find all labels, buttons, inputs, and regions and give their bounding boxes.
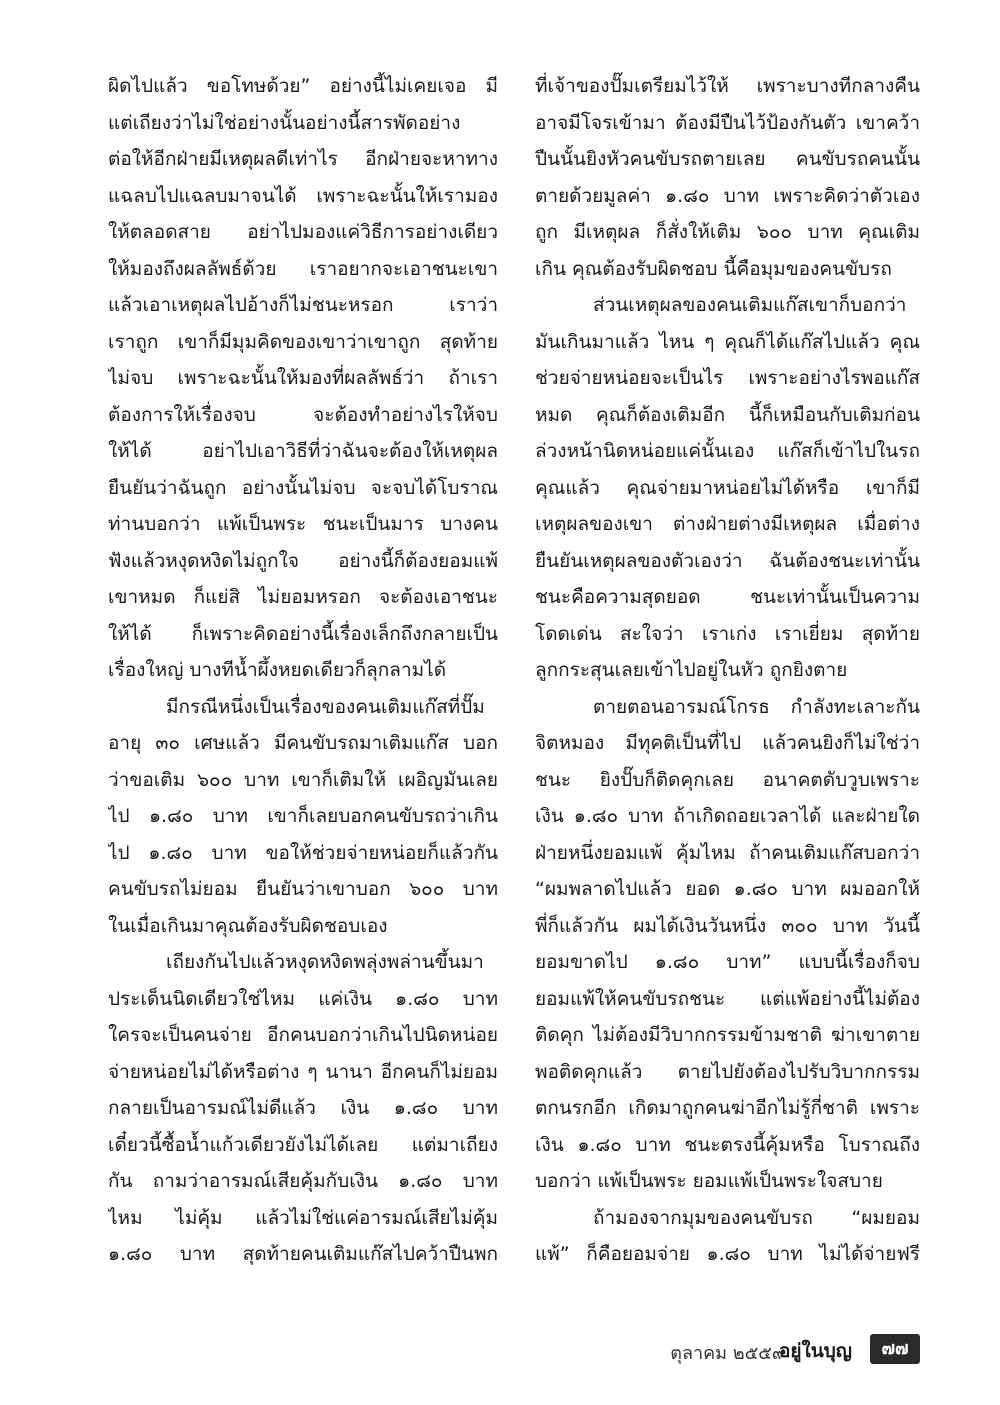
text-line: ชนะ ยิงปั๊บก็ติดคุกเลย อนาคตดับวูบเพราะ — [535, 768, 920, 791]
text-line: ยอมขาดไป ๑.๘๐ บาท” แบบนี้เรื่องก็จบ — [535, 951, 920, 973]
text-line: ต่อให้อีกฝ่ายมีเหตุผลดีเท่าไร อีกฝ่ายจะหาทาง — [108, 148, 498, 170]
text-line: ที่เจ้าของปั๊มเตรียมไว้ให้ เพราะบางทีกลางคืน — [535, 75, 920, 97]
text-line: ตายตอนอารมณ์โกรธ กำลังทะเลาะกัน — [593, 695, 920, 718]
text-line: ให้ได้ อย่าไปเอาวิธีที่ว่าฉันจะต้องให้เหตุผล — [108, 440, 498, 462]
text-line: เดี๋ยวนี้ซื้อน้ำแก้วเดียวยังไม่ได้เลย แต่มาเถียง — [108, 1133, 498, 1156]
text-line: บอกว่า แพ้เป็นพระ ยอมแพ้เป็นพระใจสบาย — [535, 1170, 883, 1192]
text-line: เหตุผลของเขา ต่างฝ่ายต่างมีเหตุผล เมื่อต่าง — [535, 513, 920, 535]
text-line: ให้ตลอดสาย อย่าไปมองแค่วิธีการอย่างเดียว — [108, 221, 498, 243]
text-line: โดดเด่น สะใจว่า เราเก่ง เราเยี่ยม สุดท้าย — [535, 622, 920, 645]
text-line: กัน ถามว่าอารมณ์เสียคุ้มกับเงิน ๑.๘๐ บาท — [108, 1170, 498, 1192]
text-line: ฟังแล้วหงุดหงิดไม่ถูกใจ อย่างนี้ก็ต้องยอมแพ้ — [108, 549, 498, 572]
text-line: มีกรณีหนึ่งเป็นเรื่องของคนเติมแก๊สที่ปั๊ม — [166, 695, 485, 718]
text-line: ลูกกระสุนเลยเข้าไปอยู่ในหัว ถูกยิงตาย — [535, 659, 848, 681]
text-line: ๑.๘๐ บาท สุดท้ายคนเติมแก๊สไปคว้าปืนพก — [108, 1243, 498, 1265]
text-line: อาจมีโจรเข้ามา ต้องมีปืนไว้ป้องกันตัว เขาคว้า — [535, 111, 920, 134]
text-line: ผิดไปแล้ว ขอโทษด้วย” อย่างนี้ไม่เคยเจอ มี — [108, 75, 498, 97]
page-number: ๗๗ — [870, 1334, 920, 1364]
magazine-title: อยู่ในบุญ — [778, 1340, 852, 1362]
issue-date: ตุลาคม ๒๕๕๙ — [670, 1343, 785, 1364]
text-line: แพ้” ก็คือยอมจ่าย ๑.๘๐ บาท ไม่ได้จ่ายฟรี — [535, 1243, 920, 1265]
text-line: ต้องการให้เรื่องจบ จะต้องทำอย่างไรให้จบ — [108, 403, 498, 426]
text-line: จ่ายหน่อยไม่ได้หรือต่าง ๆ นานา อีกคนก็ไม่ยอม — [108, 1060, 498, 1083]
text-line: ในเมื่อเกินมาคุณต้องรับผิดชอบเอง — [108, 914, 388, 937]
text-line: ส่วนเหตุผลของคนเติมแก๊สเขาก็บอกว่า — [593, 294, 907, 316]
text-line: ช่วยจ่ายหน่อยจะเป็นไร เพราะอย่างไรพอแก๊ส — [535, 367, 920, 389]
text-line: แล้วเอาเหตุผลไปอ้างก็ไม่ชนะหรอก เราว่า — [108, 294, 498, 316]
text-line: จิตหมอง มีทุคติเป็นที่ไป แล้วคนยิงก็ไม่ใช่ว่า — [535, 732, 920, 754]
text-line: เราถูก เขาก็มีมุมคิดของเขาว่าเขาถูก สุดท้าย — [108, 330, 498, 353]
text-line: หมด คุณก็ต้องเติมอีก นี้ก็เหมือนกับเติมก่อน — [535, 403, 920, 426]
text-line: ยอมแพ้ให้คนขับรถชนะ แต่แพ้อย่างนี้ไม่ต้อง — [535, 987, 920, 1010]
text-line: ปืนนั้นยิงหัวคนขับรถตายเลย คนขับรถคนนั้น — [535, 148, 920, 170]
text-line: ไหม ไม่คุ้ม แล้วไม่ใช่แค่อารมณ์เสียไม่คุ้ม — [108, 1206, 498, 1229]
text-line: เถียงกันไปแล้วหงุดหงิดพลุ่งพล่านขึ้นมา — [166, 951, 484, 973]
text-line: แฉลบไปแฉลบมาจนได้ เพราะฉะนั้นให้เรามอง — [108, 184, 498, 207]
text-line: คนขับรถไม่ยอม ยืนยันว่าเขาบอก ๖๐๐ บาท — [108, 878, 498, 900]
text-line: ให้มองถึงผลลัพธ์ด้วย เราอยากจะเอาชนะเขา — [108, 257, 498, 280]
text-line: ประเด็นนิดเดียวใช่ไหม แค่เงิน ๑.๘๐ บาท — [108, 987, 498, 1010]
text-line: ว่าขอเติม ๖๐๐ บาท เขาก็เติมให้ เผอิญมันเลย — [108, 768, 498, 791]
text-line: ล่วงหน้านิดหน่อยแค่นั้นเอง แก๊สก็เข้าไปในรถ — [535, 440, 920, 462]
text-line: ตายด้วยมูลค่า ๑.๘๐ บาท เพราะคิดว่าตัวเอง — [535, 184, 920, 207]
text-line: ชนะคือความสุดยอด ชนะเท่านั้นเป็นความ — [535, 586, 920, 608]
page-footer — [0, 1330, 920, 1370]
right-column — [535, 68, 920, 1273]
text-line: “ผมพลาดไปแล้ว ยอด ๑.๘๐ บาท ผมออกให้ — [535, 878, 920, 900]
text-line: เงิน ๑.๘๐ บาท ชนะตรงนี้คุ้มหรือ โบราณถึง — [535, 1133, 920, 1156]
text-line: แต่เถียงว่าไม่ใช่อย่างนั้นอย่างนี้สารพัดอย่าง — [108, 111, 461, 134]
text-line: ยืนยันว่าฉันถูก อย่างนั้นไม่จบ จะจบได้โบราณ — [108, 476, 498, 499]
text-line: เรื่องใหญ่ บางทีน้ำผึ้งหยดเดียวก็ลุกลามได้ — [108, 659, 447, 681]
text-line: กลายเป็นอารมณ์ไม่ดีแล้ว เงิน ๑.๘๐ บาท — [108, 1097, 498, 1119]
text-line: ถ้ามองจากมุมของคนขับรถ “ผมยอม — [593, 1206, 920, 1229]
text-line: อายุ ๓๐ เศษแล้ว มีคนขับรถมาเติมแก๊ส บอก — [108, 732, 498, 754]
text-line: เขาหมด ก็แย่สิ ไม่ยอมหรอก จะต้องเอาชนะ — [108, 586, 498, 608]
text-line: ถูก มีเหตุผล ก็สั่งให้เติม ๖๐๐ บาท คุณเติม — [535, 221, 920, 243]
text-line: ไป ๑.๘๐ บาท เขาก็เลยบอกคนขับรถว่าเกิน — [108, 805, 498, 827]
text-line: พอติดคุกแล้ว ตายไปยังต้องไปรับวิบากกรรม — [535, 1060, 920, 1083]
left-column — [108, 68, 498, 1273]
text-line: ติดคุก ไม่ต้องมีวิบากกรรมข้ามชาติ ฆ่าเขาตาย — [535, 1024, 920, 1046]
text-line: ท่านบอกว่า แพ้เป็นพระ ชนะเป็นมาร บางคน — [108, 513, 498, 535]
text-line: ให้ได้ ก็เพราะคิดอย่างนี้เรื่องเล็กถึงกลายเป็น — [108, 622, 498, 645]
text-line: ฝ่ายหนึ่งยอมแพ้ คุ้มไหม ถ้าคนเติมแก๊สบอกว่า — [535, 841, 920, 864]
text-line: เงิน ๑.๘๐ บาท ถ้าเกิดถอยเวลาได้ และฝ่ายใด — [535, 805, 920, 827]
text-line: คุณแล้ว คุณจ่ายมาหน่อยไม่ได้หรือ เขาก็มี — [535, 476, 920, 499]
text-line: เกิน คุณต้องรับผิดชอบ นี้คือมุมของคนขับรถ — [535, 257, 892, 280]
text-line: ยืนยันเหตุผลของตัวเองว่า ฉันต้องชนะเท่านั้น — [535, 549, 920, 572]
text-line: ไป ๑.๘๐ บาท ขอให้ช่วยจ่ายหน่อยก็แล้วกัน — [108, 841, 498, 864]
text-line: ตกนรกอีก เกิดมาถูกคนฆ่าอีกไม่รู้กี่ชาติ เพราะ — [535, 1097, 920, 1119]
text-line: พี่ก็แล้วกัน ผมได้เงินวันหนึ่ง ๓๐๐ บาท วันนี้ — [535, 914, 920, 937]
text-line: ไม่จบ เพราะฉะนั้นให้มองที่ผลลัพธ์ว่า ถ้าเรา — [108, 367, 498, 389]
text-line: ใครจะเป็นคนจ่าย อีกคนบอกว่าเกินไปนิดหน่อย — [108, 1024, 498, 1046]
text-line: มันเกินมาแล้ว ไหน ๆ คุณก็ได้แก๊สไปแล้ว คุณ — [535, 330, 920, 353]
